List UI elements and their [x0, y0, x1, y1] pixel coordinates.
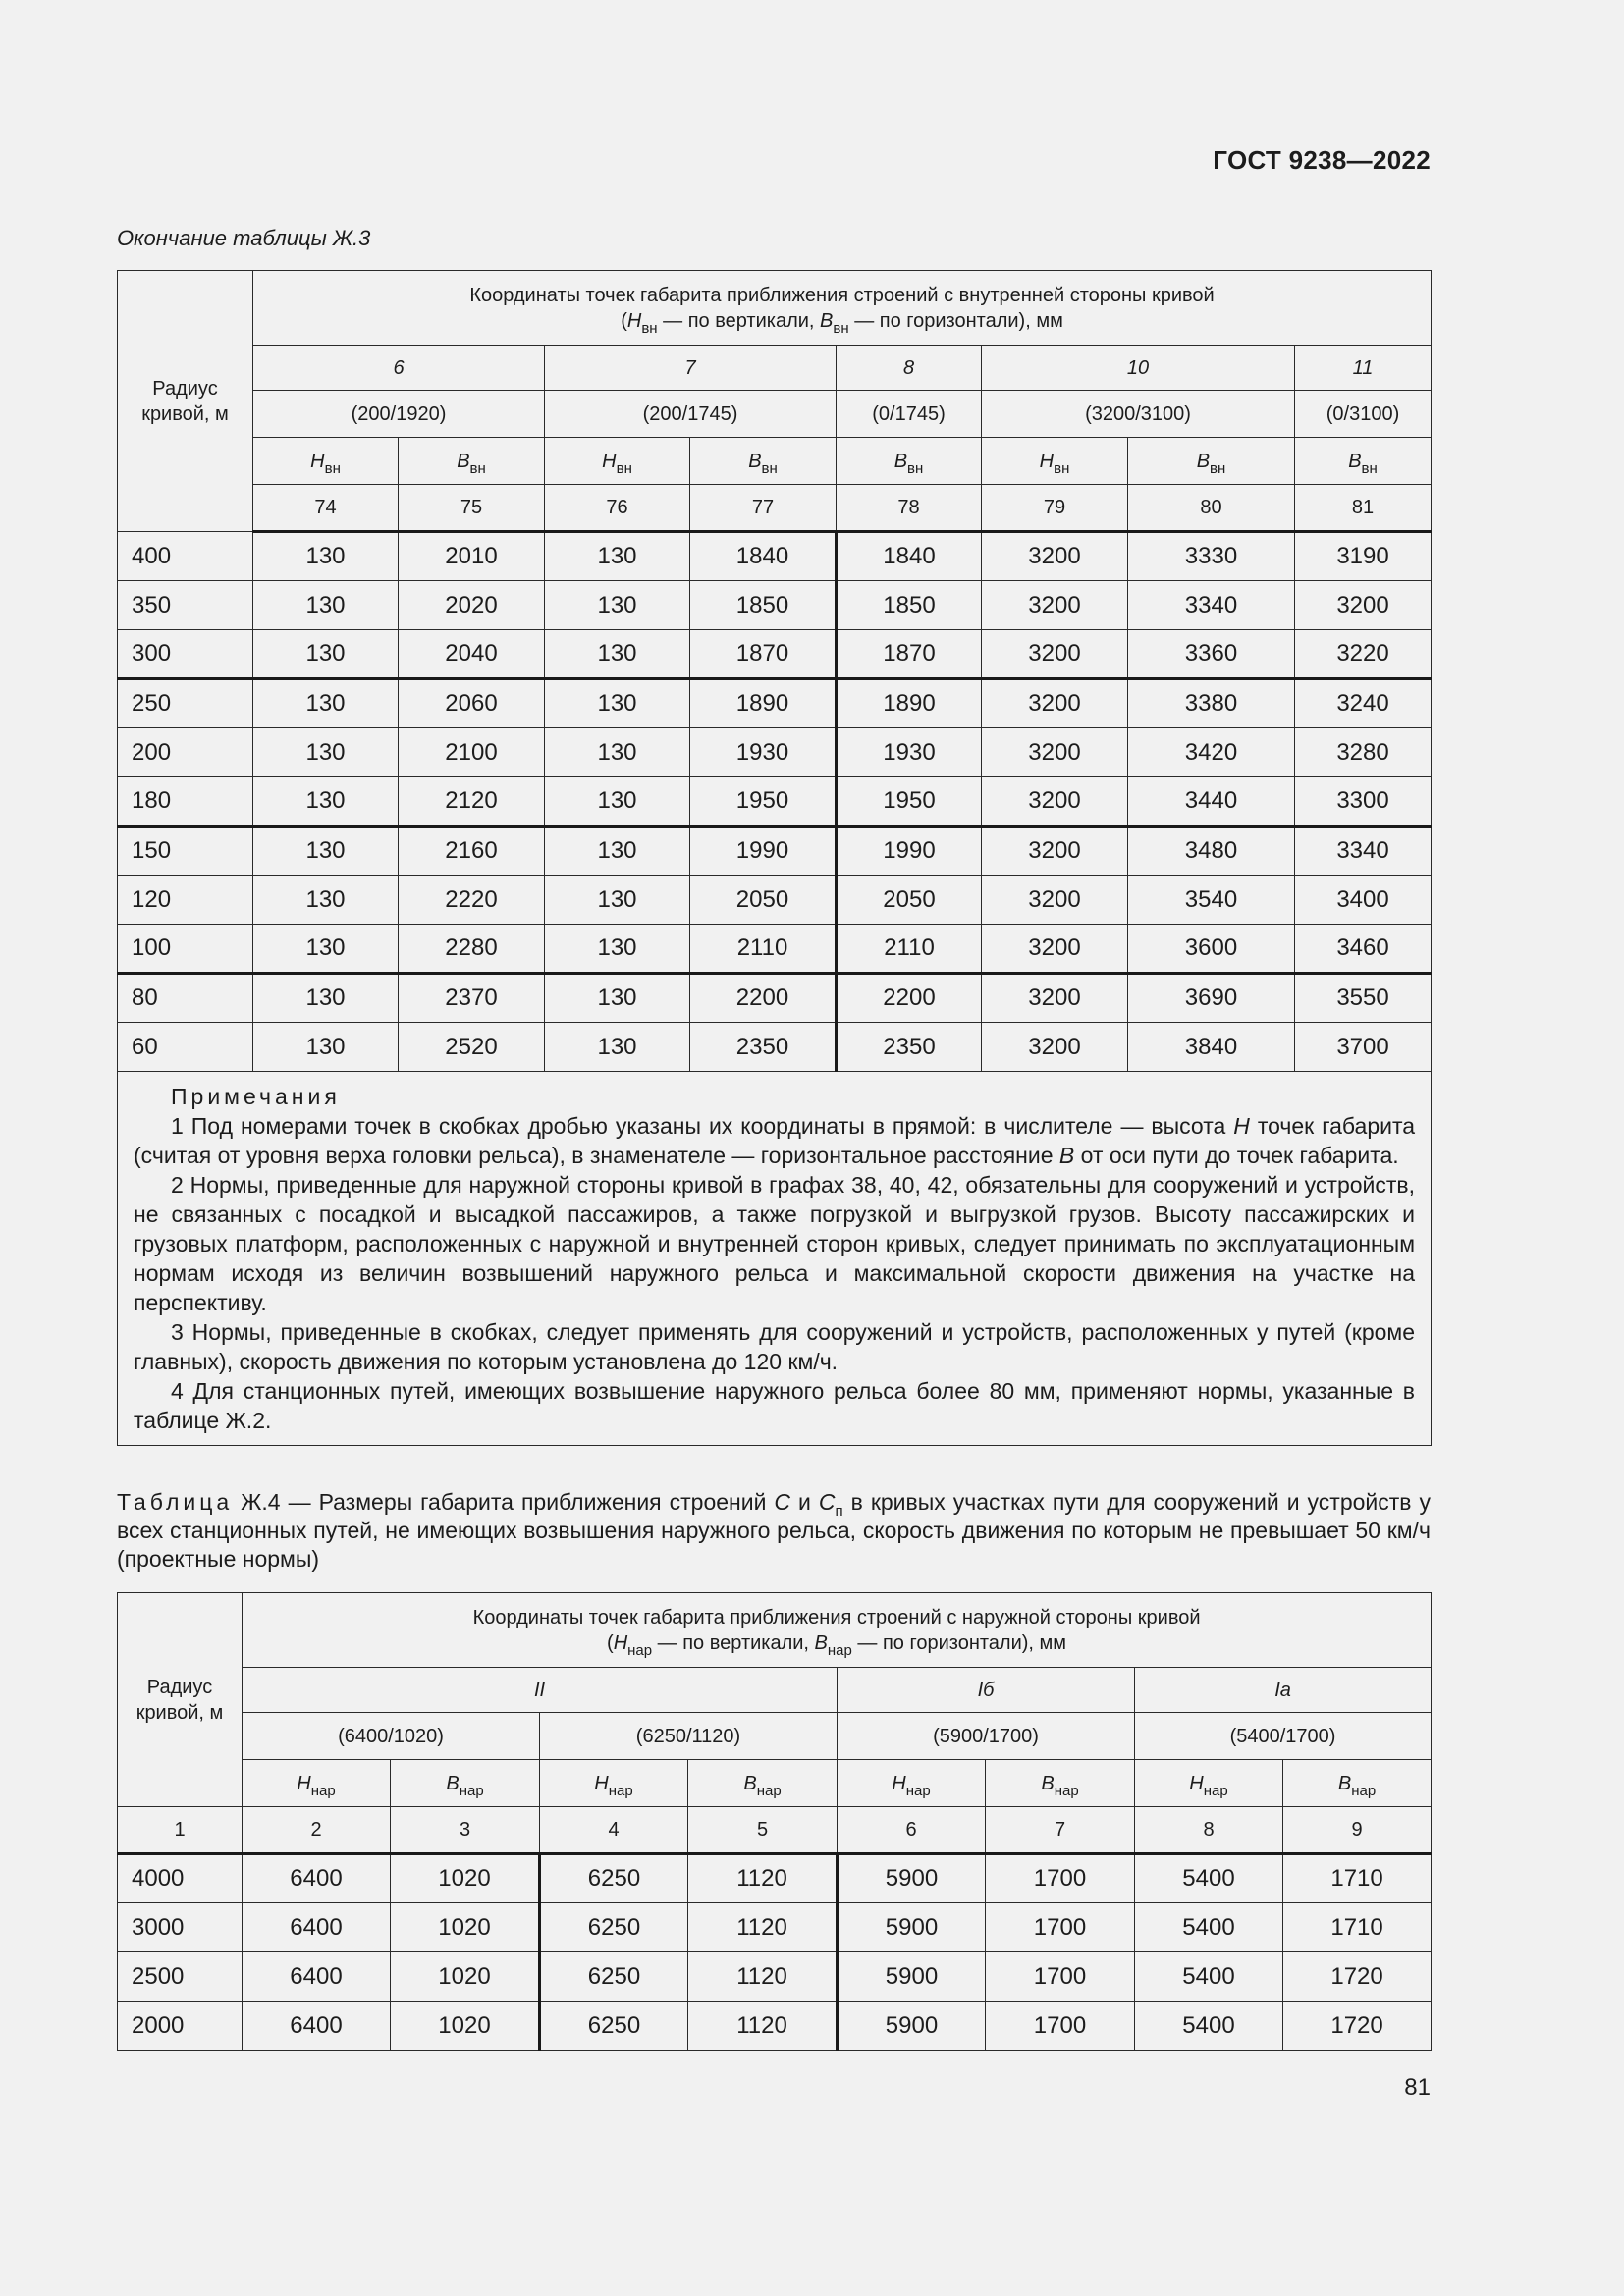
value-cell: 130: [545, 827, 690, 876]
coords-title-mid: — по вертикали,: [652, 1631, 815, 1654]
symbol-b: B: [893, 450, 908, 472]
value-cell: 1890: [837, 679, 982, 728]
value-cell: 5900: [838, 1952, 986, 2002]
value-cell: 1700: [986, 1952, 1135, 2002]
value-cell: 130: [253, 925, 399, 974]
value-cell: 130: [545, 777, 690, 827]
symbol-h: H: [1039, 450, 1055, 472]
value-cell: 1930: [837, 728, 982, 777]
symbol-header: [399, 438, 545, 485]
value-cell: 130: [253, 876, 399, 925]
value-cell: 2120: [399, 777, 545, 827]
value-cell: 1950: [837, 777, 982, 827]
note-3: 3 Нормы, приведенные в скобках, следует применять для сооружений и устройств, расположенных у путей (кроме главных), скорость движения по которым установлена до 120 км/ч.: [134, 1319, 1416, 1374]
table-row: [118, 1854, 1432, 1903]
value-cell: 2010: [399, 532, 545, 581]
fraction-header: (6400/1020): [243, 1713, 540, 1760]
symbol-header: [540, 1760, 688, 1807]
radius-header: Радиус кривой, м: [118, 271, 253, 532]
fraction-header: (0/1745): [837, 391, 982, 438]
coords-title-line1: Координаты точек габарита приближения строений с внутренней стороны кривой: [469, 284, 1215, 306]
column-number: 7: [986, 1807, 1135, 1854]
value-cell: 1890: [690, 679, 837, 728]
note-1-part: точек габарита (считая от уровня верха головки рельса), в знаменателе — горизонтальное расстояние: [134, 1113, 1416, 1168]
value-cell: 1850: [690, 581, 837, 630]
subscript: нар: [1054, 1782, 1079, 1799]
symbol-b: B: [748, 450, 762, 472]
table-row: [118, 581, 1432, 630]
symbol-b: B: [743, 1772, 757, 1794]
symbol-b: B: [1196, 450, 1211, 472]
value-cell: 130: [253, 679, 399, 728]
column-number: 74: [253, 485, 399, 532]
coords-title-mid: — по вертикали,: [657, 309, 821, 332]
value-cell: 2110: [837, 925, 982, 974]
subscript: вн: [641, 319, 658, 337]
symbol-cp: С: [818, 1489, 836, 1515]
radius-cell: 180: [118, 777, 253, 827]
table-row: [118, 974, 1432, 1023]
note-1-symbol-h: H: [1233, 1113, 1250, 1139]
subscript: вн: [616, 459, 632, 477]
value-cell: 130: [545, 1023, 690, 1072]
value-cell: 3300: [1295, 777, 1432, 827]
column-number: 4: [540, 1807, 688, 1854]
column-number: 9: [1283, 1807, 1432, 1854]
radius-cell: 3000: [118, 1903, 243, 1952]
value-cell: 3200: [982, 974, 1128, 1023]
subscript: нар: [827, 1641, 852, 1659]
subscript: нар: [905, 1782, 931, 1799]
column-number: 78: [837, 485, 982, 532]
value-cell: 1720: [1283, 1952, 1432, 2002]
subscript: нар: [459, 1782, 484, 1799]
value-cell: 1870: [837, 630, 982, 679]
value-cell: 6400: [243, 1854, 391, 1903]
value-cell: 2050: [690, 876, 837, 925]
value-cell: 6250: [540, 1854, 688, 1903]
fraction-header: (200/1920): [253, 391, 545, 438]
symbol-b: B: [820, 309, 834, 332]
column-number: 77: [690, 485, 837, 532]
value-cell: 2200: [837, 974, 982, 1023]
table4-caption-part: и: [790, 1489, 819, 1515]
value-cell: 1990: [837, 827, 982, 876]
note-1-part: 1 Под номерами точек в скобках дробью указаны их координаты в прямой: в числителе — высота: [171, 1113, 1234, 1139]
symbol-header: [391, 1760, 540, 1807]
table-row: [118, 876, 1432, 925]
value-cell: 1840: [690, 532, 837, 581]
value-cell: 2160: [399, 827, 545, 876]
value-cell: 5900: [838, 1854, 986, 1903]
note-1: [134, 1111, 1415, 1170]
value-cell: 2350: [690, 1023, 837, 1072]
value-cell: 3600: [1128, 925, 1295, 974]
coords-title-post: — по горизонтали), мм: [851, 1631, 1067, 1654]
value-cell: 1120: [688, 1854, 838, 1903]
value-cell: 130: [545, 679, 690, 728]
symbol-b: B: [814, 1631, 828, 1654]
value-cell: 130: [253, 581, 399, 630]
symbol-b: B: [446, 1772, 460, 1794]
table4-caption-part: Ж.4 — Размеры габарита приближения строений: [233, 1489, 775, 1515]
value-cell: 1020: [391, 1952, 540, 2002]
value-cell: 6250: [540, 1952, 688, 2002]
subscript: вн: [907, 459, 924, 477]
subscript: вн: [761, 459, 778, 477]
symbol-h: H: [310, 450, 325, 472]
symbol-header: [838, 1760, 986, 1807]
value-cell: 130: [253, 974, 399, 1023]
value-cell: 3330: [1128, 532, 1295, 581]
value-cell: 2280: [399, 925, 545, 974]
value-cell: 1120: [688, 1952, 838, 2002]
symbol-header: [982, 438, 1128, 485]
page-number: 81: [1404, 2074, 1431, 2101]
symbol-header: [1283, 1760, 1432, 1807]
fraction-header: (3200/3100): [982, 391, 1295, 438]
value-cell: 6400: [243, 1952, 391, 2002]
value-cell: 130: [253, 532, 399, 581]
value-cell: 3200: [982, 925, 1128, 974]
value-cell: 3540: [1128, 876, 1295, 925]
column-number: 80: [1128, 485, 1295, 532]
value-cell: 1720: [1283, 2002, 1432, 2051]
radius-cell: 4000: [118, 1854, 243, 1903]
symbol-header: [1128, 438, 1295, 485]
symbol-h: H: [1189, 1772, 1204, 1794]
value-cell: 3200: [982, 728, 1128, 777]
column-number: 75: [399, 485, 545, 532]
symbol-header: [1135, 1760, 1283, 1807]
value-cell: 3480: [1128, 827, 1295, 876]
radius-cell: 250: [118, 679, 253, 728]
table-row: [118, 827, 1432, 876]
value-cell: 1020: [391, 1854, 540, 1903]
value-cell: 3200: [982, 532, 1128, 581]
value-cell: 3200: [982, 777, 1128, 827]
fraction-header: (6250/1120): [540, 1713, 838, 1760]
value-cell: 3420: [1128, 728, 1295, 777]
table-row: [118, 679, 1432, 728]
value-cell: 3690: [1128, 974, 1295, 1023]
value-cell: 1120: [688, 1903, 838, 1952]
radius-cell: 80: [118, 974, 253, 1023]
table-row: [118, 1952, 1432, 2002]
value-cell: 5400: [1135, 1903, 1283, 1952]
subscript: нар: [310, 1782, 336, 1799]
symbol-h: H: [626, 309, 642, 332]
table-row: [118, 925, 1432, 974]
value-cell: 1020: [391, 1903, 540, 1952]
value-cell: 2110: [690, 925, 837, 974]
coords-title-pre: (: [607, 1631, 614, 1654]
value-cell: 3200: [982, 1023, 1128, 1072]
value-cell: 3360: [1128, 630, 1295, 679]
value-cell: 130: [545, 630, 690, 679]
table4-caption: [117, 1488, 1431, 1574]
radius-cell: 200: [118, 728, 253, 777]
value-cell: 2520: [399, 1023, 545, 1072]
note-1-part: от оси пути до точек габарита.: [1074, 1143, 1399, 1168]
value-cell: 1710: [1283, 1903, 1432, 1952]
symbol-h: H: [594, 1772, 609, 1794]
fraction-header: (5900/1700): [838, 1713, 1135, 1760]
value-cell: 2050: [837, 876, 982, 925]
radius-cell: 2000: [118, 2002, 243, 2051]
point-header: 8: [837, 346, 982, 391]
point-header: 10: [982, 346, 1295, 391]
radius-cell: 350: [118, 581, 253, 630]
value-cell: 1950: [690, 777, 837, 827]
value-cell: 5400: [1135, 1854, 1283, 1903]
coords-title-post: — по горизонтали), мм: [848, 309, 1063, 332]
value-cell: 2350: [837, 1023, 982, 1072]
subscript: нар: [1203, 1782, 1228, 1799]
subscript: вн: [1210, 459, 1226, 477]
radius-cell: 120: [118, 876, 253, 925]
column-number: 1: [118, 1807, 243, 1854]
value-cell: 3460: [1295, 925, 1432, 974]
radius-cell: 60: [118, 1023, 253, 1072]
radius-header: Радиус кривой, м: [118, 1593, 243, 1807]
value-cell: 2040: [399, 630, 545, 679]
subscript: вн: [324, 459, 341, 477]
subscript: вн: [1054, 459, 1070, 477]
symbol-b: B: [457, 450, 470, 472]
coords-header: [243, 1593, 1432, 1668]
subscript: нар: [627, 1641, 653, 1659]
column-number: 8: [1135, 1807, 1283, 1854]
value-cell: 130: [545, 876, 690, 925]
coords-title-pre: (: [621, 309, 627, 332]
value-cell: 3200: [982, 581, 1128, 630]
fraction-header: (0/3100): [1295, 391, 1432, 438]
point-header: 6: [253, 346, 545, 391]
symbol-header: [837, 438, 982, 485]
symbol-header: [1295, 438, 1432, 485]
table4-caption-part: в кривых участках пути для сооружений и устройств у всех станционных путей, не имеющих возвышения наружного рельса, скорость движения по которым не превышает 50 км/ч (проектные нормы): [117, 1489, 1431, 1572]
value-cell: 1850: [837, 581, 982, 630]
value-cell: 2100: [399, 728, 545, 777]
subscript: вн: [1361, 459, 1378, 477]
column-number: 6: [838, 1807, 986, 1854]
symbol-header: [688, 1760, 838, 1807]
table-row: [118, 1903, 1432, 1952]
value-cell: 1990: [690, 827, 837, 876]
document-id: ГОСТ 9238—2022: [1213, 145, 1431, 175]
symbol-header: [243, 1760, 391, 1807]
value-cell: 5400: [1135, 2002, 1283, 2051]
value-cell: 1930: [690, 728, 837, 777]
radius-cell: 300: [118, 630, 253, 679]
value-cell: 2220: [399, 876, 545, 925]
value-cell: 1700: [986, 2002, 1135, 2051]
subscript: п: [835, 1503, 843, 1520]
note-1-symbol-b: B: [1058, 1143, 1075, 1168]
fraction-header: (5400/1700): [1135, 1713, 1432, 1760]
symbol-h: H: [602, 450, 617, 472]
subscript: вн: [469, 459, 486, 477]
value-cell: 3200: [982, 679, 1128, 728]
value-cell: 130: [545, 581, 690, 630]
value-cell: 130: [545, 925, 690, 974]
table3: [117, 270, 1432, 1446]
symbol-header: [253, 438, 399, 485]
notes-title: Примечания: [171, 1084, 341, 1109]
table-row: [118, 2002, 1432, 2051]
note-4: 4 Для станционных путей, имеющих возвышение наружного рельса более 80 мм, применяют нормы, указанные в таблице Ж.2.: [134, 1378, 1416, 1433]
symbol-c: С: [774, 1489, 791, 1515]
symbol-b: B: [1348, 450, 1362, 472]
symbol-h: H: [297, 1772, 311, 1794]
table-row: [118, 532, 1432, 581]
subscript: нар: [608, 1782, 633, 1799]
subscript: нар: [1351, 1782, 1377, 1799]
column-number: 76: [545, 485, 690, 532]
symbol-header: [545, 438, 690, 485]
radius-cell: 2500: [118, 1952, 243, 2002]
value-cell: 6400: [243, 1903, 391, 1952]
value-cell: 2020: [399, 581, 545, 630]
value-cell: 3380: [1128, 679, 1295, 728]
value-cell: 1700: [986, 1903, 1135, 1952]
value-cell: 3840: [1128, 1023, 1295, 1072]
value-cell: 1700: [986, 1854, 1135, 1903]
value-cell: 130: [253, 630, 399, 679]
value-cell: 130: [545, 728, 690, 777]
subscript: нар: [756, 1782, 782, 1799]
point-header: Iа: [1135, 1668, 1432, 1713]
column-number: 79: [982, 485, 1128, 532]
symbol-h: H: [613, 1631, 628, 1654]
symbol-header: [690, 438, 837, 485]
value-cell: 6400: [243, 2002, 391, 2051]
value-cell: 3440: [1128, 777, 1295, 827]
value-cell: 130: [253, 728, 399, 777]
symbol-b: B: [1041, 1772, 1055, 1794]
value-cell: 3240: [1295, 679, 1432, 728]
value-cell: 3190: [1295, 532, 1432, 581]
value-cell: 1020: [391, 2002, 540, 2051]
value-cell: 2370: [399, 974, 545, 1023]
column-number: 5: [688, 1807, 838, 1854]
symbol-b: B: [1337, 1772, 1352, 1794]
value-cell: 130: [253, 1023, 399, 1072]
notes: [118, 1072, 1432, 1446]
value-cell: 3200: [1295, 581, 1432, 630]
value-cell: 1840: [837, 532, 982, 581]
value-cell: 3200: [982, 876, 1128, 925]
value-cell: 5400: [1135, 1952, 1283, 2002]
column-number: 2: [243, 1807, 391, 1854]
value-cell: 2060: [399, 679, 545, 728]
value-cell: 3220: [1295, 630, 1432, 679]
value-cell: 3280: [1295, 728, 1432, 777]
table3-caption: Окончание таблицы Ж.3: [117, 226, 371, 250]
value-cell: 3340: [1128, 581, 1295, 630]
value-cell: 2200: [690, 974, 837, 1023]
value-cell: 5900: [838, 2002, 986, 2051]
radius-cell: 150: [118, 827, 253, 876]
value-cell: 3200: [982, 827, 1128, 876]
value-cell: 1120: [688, 2002, 838, 2051]
symbol-h: H: [892, 1772, 906, 1794]
radius-cell: 400: [118, 532, 253, 581]
column-number: 81: [1295, 485, 1432, 532]
value-cell: 3700: [1295, 1023, 1432, 1072]
value-cell: 5900: [838, 1903, 986, 1952]
value-cell: 3550: [1295, 974, 1432, 1023]
value-cell: 130: [253, 777, 399, 827]
column-number: 3: [391, 1807, 540, 1854]
value-cell: 3200: [982, 630, 1128, 679]
table-row: [118, 777, 1432, 827]
radius-cell: 100: [118, 925, 253, 974]
point-header: 7: [545, 346, 837, 391]
value-cell: 1870: [690, 630, 837, 679]
value-cell: 3340: [1295, 827, 1432, 876]
coords-header: [253, 271, 1432, 346]
table-row: [118, 728, 1432, 777]
point-header: II: [243, 1668, 838, 1713]
value-cell: 6250: [540, 1903, 688, 1952]
value-cell: 3400: [1295, 876, 1432, 925]
value-cell: 130: [545, 532, 690, 581]
table4-caption-word: Таблица: [117, 1489, 234, 1515]
coords-title-line1: Координаты точек габарита приближения строений с наружной стороны кривой: [472, 1606, 1201, 1629]
table-row: [118, 630, 1432, 679]
note-2: 2 Нормы, приведенные для наружной стороны кривой в графах 38, 40, 42, обязательны для сооружений и устройств, не связанных с посадкой и высадкой пассажиров, а также погрузкой и выгрузкой грузов. Высоту пассажирских и грузовых платформ, расположенных с наружной и внутренней сторон кривых, следует принимать по эксплуатационным нормам исходя из величин возвышений наружного рельса и максимальной скорости движения на участке на перспективу.: [134, 1172, 1416, 1315]
value-cell: 6250: [540, 2002, 688, 2051]
fraction-header: (200/1745): [545, 391, 837, 438]
value-cell: 1710: [1283, 1854, 1432, 1903]
symbol-header: [986, 1760, 1135, 1807]
point-header: 11: [1295, 346, 1432, 391]
value-cell: 130: [253, 827, 399, 876]
point-header: Iб: [838, 1668, 1135, 1713]
table4: [117, 1592, 1432, 2051]
table-row: [118, 1023, 1432, 1072]
subscript: вн: [833, 319, 849, 337]
value-cell: 130: [545, 974, 690, 1023]
